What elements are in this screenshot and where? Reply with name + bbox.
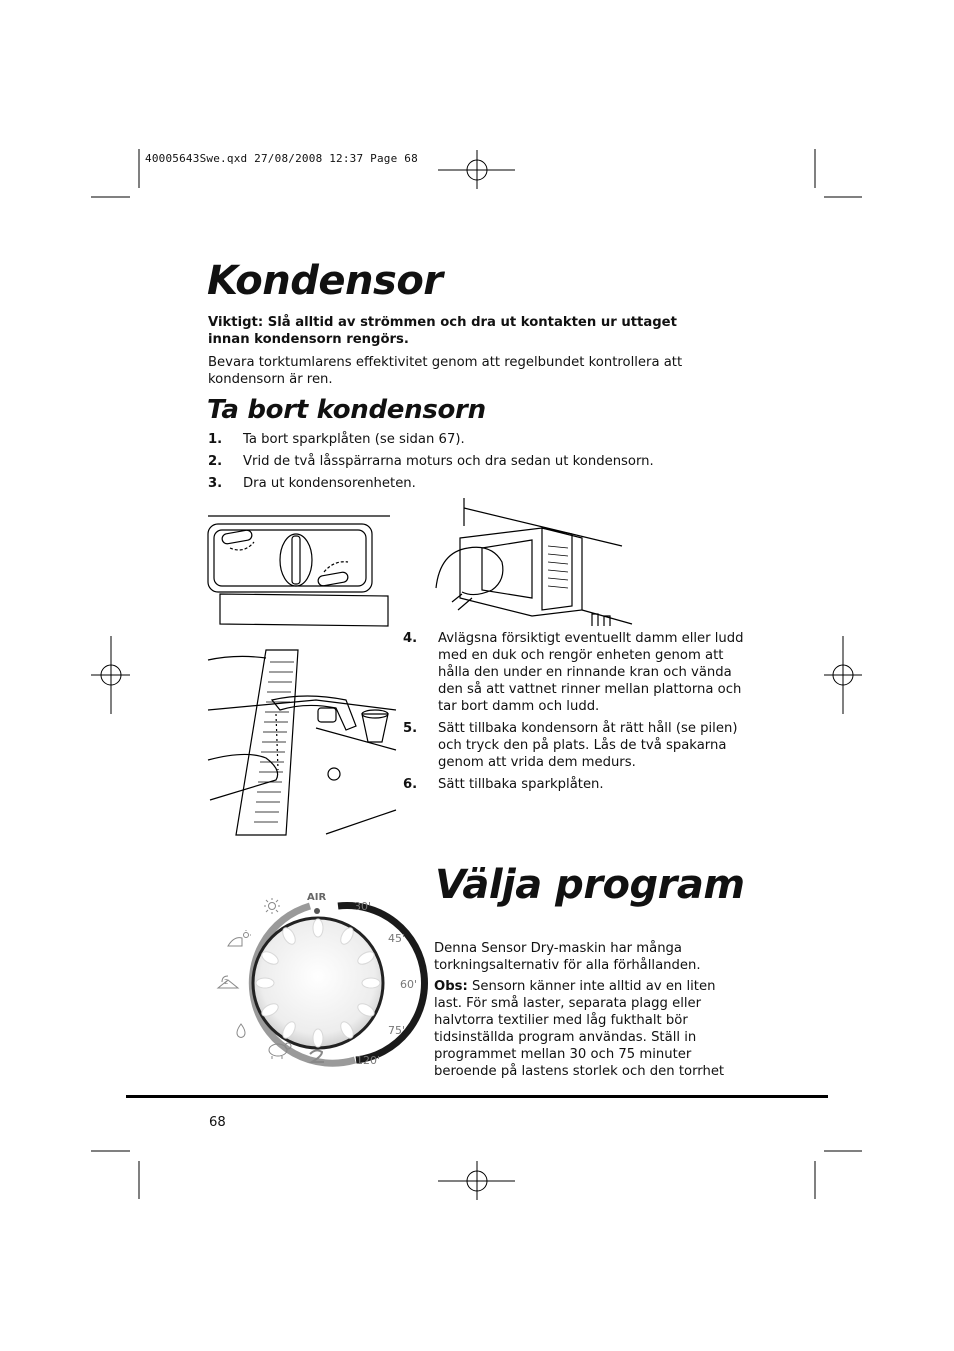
subsection-title: Ta bort kondensorn	[207, 395, 486, 425]
step-text: Sätt tillbaka sparkplåten.	[438, 777, 604, 792]
step-number: 3.	[208, 476, 223, 491]
rinsing-illustration	[206, 650, 406, 835]
list-item	[403, 630, 748, 715]
step-text: Ta bort sparkplåten (se sidan 67).	[243, 432, 465, 447]
svg-text:2: 2	[224, 978, 229, 986]
steps-list-bottom	[403, 630, 748, 798]
step-text: Sätt tillbaka kondensorn åt rätt håll (se pilen) och tryck den på plats. Lås de två spakarna genom att vrida dem medurs.	[438, 721, 738, 770]
steps-list-top	[208, 431, 708, 497]
dial-label-120: 120'	[356, 1054, 381, 1067]
dial-label-air: AIR	[307, 892, 327, 903]
step-number: 5.	[403, 721, 418, 736]
section-title-program: Välja program	[435, 862, 745, 908]
sun-icon	[264, 898, 280, 914]
step-number: 2.	[208, 454, 223, 469]
step-text: Vrid de två låsspärrarna moturs och dra sedan ut kondensorn.	[243, 454, 654, 469]
warning-text: Viktigt: Slå alltid av strömmen och dra ut kontakten ur uttaget innan kondensorn rengörs.	[208, 315, 677, 347]
dial-label-30: 30'	[354, 900, 372, 913]
dial-label-75: 75'	[388, 1024, 406, 1037]
step-number: 1.	[208, 432, 223, 447]
note-text: Sensorn känner inte alltid av en liten last. För små laster, separata plagg eller halvtorra textilier med låg fukthalt bör tidsinställda program användas. Ställ in programmet mellan 30 och 75 minuter beroende på lastens storlek och den torrhet	[434, 979, 725, 1079]
step-text: Avlägsna försiktigt eventuellt damm eller ludd med en duk och rengör enheten genom att hålla den under en rinnande kran och vända den så att vattnet rinner mellan plattorna och tar bort damm och ludd.	[438, 631, 744, 714]
file-slug: 40005643Swe.qxd 27/08/2008 12:37 Page 68	[145, 152, 418, 165]
dial-label-60: 60'	[400, 978, 418, 991]
step-number: 4.	[403, 631, 418, 646]
program-dial	[208, 888, 428, 1078]
list-item	[208, 475, 708, 492]
kickplate-illustration	[206, 508, 396, 628]
page-number: 68	[209, 1115, 226, 1130]
drop-icon	[237, 1024, 245, 1038]
condenser-removal-illustration	[432, 498, 632, 628]
dial-label-45: 45'	[388, 932, 406, 945]
list-item	[403, 776, 748, 793]
air-indicator-dot	[314, 908, 320, 914]
page-title: Kondensor	[207, 258, 443, 304]
list-item	[208, 431, 708, 448]
program-note	[434, 978, 739, 1080]
iron-sun-icon	[228, 930, 251, 946]
step-number: 6.	[403, 777, 418, 792]
program-intro: Denna Sensor Dry-maskin har många torkningsalternativ för alla förhållanden.	[434, 941, 701, 973]
footer-rule	[126, 1095, 828, 1098]
intro-text: Bevara torktumlarens effektivitet genom att regelbundet kontrollera att kondensorn är ren.	[208, 355, 683, 387]
hanger-icon	[218, 976, 238, 988]
list-item	[403, 720, 748, 771]
note-label: Obs:	[434, 979, 468, 994]
step-text: Dra ut kondensorenheten.	[243, 476, 416, 491]
list-item	[208, 453, 708, 470]
